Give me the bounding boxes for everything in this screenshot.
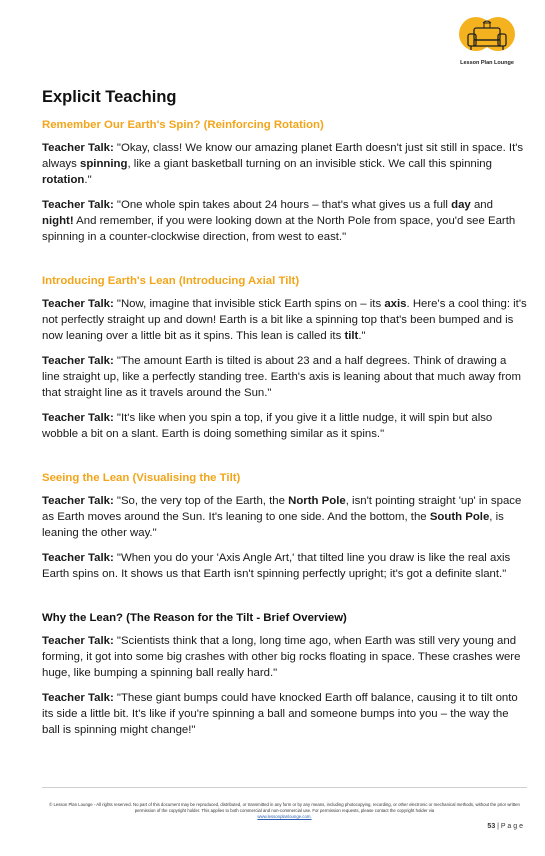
page-number — [487, 823, 523, 830]
teacher-talk-paragraph — [42, 550, 527, 582]
page-number-label: | P a g e — [497, 823, 523, 830]
teacher-talk-label: Teacher Talk: — [42, 355, 114, 367]
page-number-value: 53 — [487, 823, 496, 830]
paragraph-text: "Okay, class! We know our amazing planet Earth doesn't just sit still in space. It's always — [42, 142, 524, 170]
teacher-talk-label: Teacher Talk: — [42, 298, 114, 310]
teacher-talk-label: Teacher Talk: — [42, 635, 114, 647]
section-spacer — [42, 451, 527, 472]
teacher-talk-label: Teacher Talk: — [42, 199, 114, 211]
paragraph-text: , is leaning the other way." — [42, 511, 504, 539]
emphasis-term: spinning — [79, 158, 128, 170]
brand-name: Lesson Plan Lounge — [460, 60, 514, 66]
teacher-talk-paragraph — [42, 140, 527, 188]
teacher-talk-paragraph — [42, 197, 527, 245]
emphasis-term: night! — [42, 215, 74, 227]
paragraph-text: , isn't pointing straight 'up' in space as Earth moves around the Sun. It's leaning to one side. And the bottom, the — [42, 495, 522, 523]
paragraph-text: ." — [84, 174, 92, 186]
emphasis-term: day — [451, 199, 471, 211]
emphasis-term: rotation — [42, 174, 85, 186]
section-heading: Seeing the Lean (Visualising the Tilt) — [42, 472, 241, 484]
teacher-talk-paragraph — [42, 410, 527, 442]
paragraph-text: "So, the very top of the Earth, the — [113, 495, 289, 507]
paragraph-text: . Here's a cool thing: it's not perfectly straight up and down! Earth is a bit like a spinning top that's been bumped and is now leaning over a little bit as it spins. This lean is called its — [42, 298, 527, 342]
paragraph-text: , like a giant basketball turning on an invisible stick. We call this spinning — [127, 158, 492, 170]
section-spacer — [42, 254, 527, 275]
sections-container — [42, 119, 527, 738]
teacher-talk-label: Teacher Talk: — [42, 692, 114, 704]
teacher-talk-label: Teacher Talk: — [42, 412, 114, 424]
section-heading: Remember Our Earth's Spin? (Reinforcing Rotation) — [42, 119, 324, 131]
footer-divider — [42, 787, 527, 788]
teacher-talk-paragraph — [42, 296, 527, 344]
paragraph-text: and — [470, 199, 493, 211]
teacher-talk-paragraph — [42, 353, 527, 401]
brand-logo — [452, 14, 522, 66]
paragraph-text: "Scientists think that a long, long time ago, when Earth was still very young and forming, it got into some big crashes with other big rocks floating in space. These crashes were huge, like bumping a spinning ball really hard." — [42, 635, 521, 679]
copyright-text: © Lesson Plan Lounge - All rights reserved. No part of this document may be reproduced, distributed, or transmitted in any form or by any means, including photocopying, recording, or other electronic or mechanical methods, without the prior written permission of the copyright holder. This applies to both commercial and non-commercial use. For permission requests, please contact the copyright holder via — [49, 802, 520, 813]
couch-logo-icon — [454, 14, 520, 58]
paragraph-text: ." — [358, 330, 366, 342]
emphasis-term: North Pole — [288, 495, 346, 507]
emphasis-term: axis — [384, 298, 407, 310]
section-heading: Why the Lean? (The Reason for the Tilt - Brief Overview) — [42, 612, 347, 624]
teacher-talk-paragraph — [42, 633, 527, 681]
section-heading: Introducing Earth's Lean (Introducing Axial Tilt) — [42, 275, 300, 287]
teacher-talk-label: Teacher Talk: — [42, 552, 114, 564]
paragraph-text: "When you do your 'Axis Angle Art,' that tilted line you draw is like the real axis Earth spins on. It shows us that Earth isn't spinning perfectly upright; it's got a definite slant." — [42, 552, 511, 580]
teacher-talk-paragraph — [42, 690, 527, 738]
paragraph-text: "Now, imagine that invisible stick Earth spins on – its — [113, 298, 385, 310]
teacher-talk-paragraph — [42, 493, 527, 541]
emphasis-term: South Pole — [429, 511, 490, 523]
teacher-talk-label: Teacher Talk: — [42, 142, 114, 154]
section-spacer — [42, 591, 527, 612]
paragraph-text: "One whole spin takes about 24 hours – that's what gives us a full — [113, 199, 452, 211]
paragraph-text: And remember, if you were looking down at the North Pole from space, you'd see Earth spinning in a counter-clockwise direction, from west to east." — [42, 215, 516, 243]
copyright-footer — [42, 802, 527, 820]
lesson-content — [42, 88, 527, 747]
website-link[interactable]: www.lessonplanlounge.com. — [257, 814, 312, 819]
paragraph-text: "The amount Earth is tilted is about 23 and a half degrees. Think of drawing a line straight up, like a perfectly standing tree. Earth's axis is leaning about that much away from that straight line as it travels around the Sun." — [42, 355, 521, 399]
paragraph-text: "It's like when you spin a top, if you give it a little nudge, it will spin but also wobble a bit on a slant. Earth is doing something similar as it spins." — [42, 412, 493, 440]
page-title: Explicit Teaching — [42, 88, 177, 106]
emphasis-term: tilt — [344, 330, 359, 342]
teacher-talk-label: Teacher Talk: — [42, 495, 114, 507]
paragraph-text: "These giant bumps could have knocked Earth off balance, causing it to tilt onto its side a little bit. It's like if you're spinning a ball and someone bumps into you – the way the ball is spinning might change!" — [42, 692, 518, 736]
